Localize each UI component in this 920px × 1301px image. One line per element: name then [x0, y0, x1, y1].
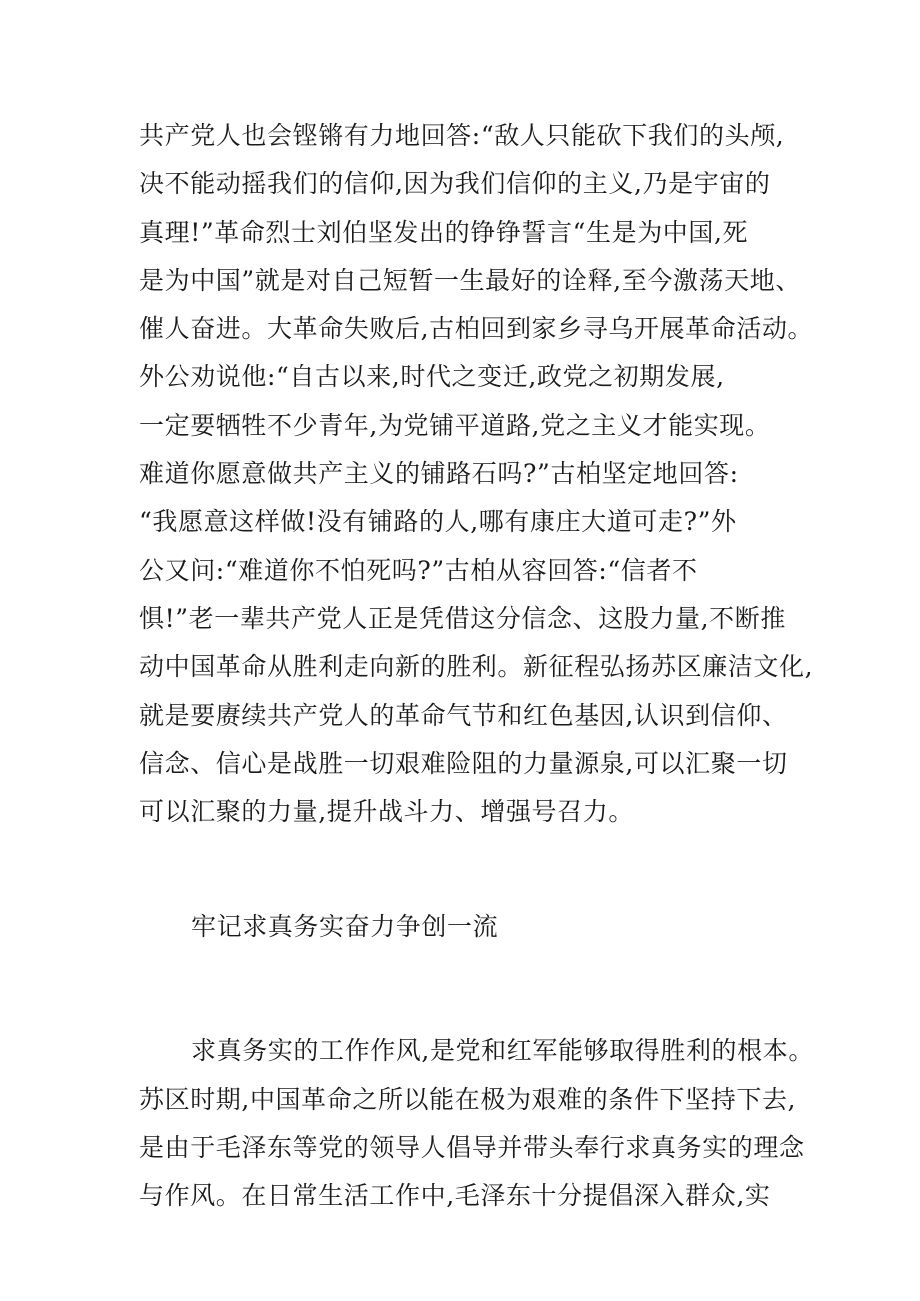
text-line: “我愿意这样做!没有铺路的人,哪有康庄大道可走?”外 — [139, 507, 737, 537]
text-line: 是由于毛泽东等党的领导人倡导并带头奉行求真务实的理念 — [139, 1133, 805, 1163]
section-heading: 牢记求真务实奋力争创一流 — [191, 912, 499, 942]
text-line: 真理!”革命烈士刘伯坚发出的铮铮誓言“生是为中国,死 — [139, 217, 749, 247]
document-body — [139, 112, 814, 1221]
text-line: 惧!”老一辈共产党人正是凭借这分信念、这股力量,不断推 — [139, 603, 786, 633]
text-line: 苏区时期,中国革命之所以能在极为艰难的条件下坚持下去, — [139, 1084, 797, 1114]
text-line: 信念、信心是战胜一切艰难险阻的力量源泉,可以汇聚一切 — [139, 748, 788, 778]
paragraph-1 — [139, 112, 814, 836]
text-line: 公又问:“难道你不怕死吗?”古柏从容回答:“信者不 — [139, 555, 698, 585]
text-line: 动中国革命从胜利走向新的胜利。新征程弘扬苏区廉洁文化, — [139, 652, 814, 682]
text-line: 与作风。在日常生活工作中,毛泽东十分提倡深入群众,实 — [139, 1181, 771, 1211]
text-line: 难道你愿意做共产主义的铺路石吗?”古柏坚定地回答: — [139, 459, 739, 489]
spacer — [139, 951, 809, 1027]
text-line: 催人奋进。大革命失败后,古柏回到家乡寻乌开展革命活动。 — [139, 314, 814, 344]
text-line: 可以汇聚的力量,提升战斗力、增强号召力。 — [139, 797, 634, 827]
text-line: 就是要赓续共产党人的革命气节和红色基因,认识到信仰、 — [139, 700, 788, 730]
text-line: 外公劝说他:“自古以来,时代之变迁,政党之初期发展, — [139, 362, 725, 392]
text-line: 是为中国”就是对自己短暂一生最好的诠释,至今激荡天地、 — [139, 265, 801, 295]
text-line: 一定要牺牲不少青年,为党铺平道路,党之主义才能实现。 — [139, 410, 771, 440]
spacer — [139, 836, 809, 903]
text-line: 求真务实的工作作风,是党和红军能够取得胜利的根本。 — [191, 1036, 814, 1066]
text-line: 共产党人也会铿锵有力地回答:“敌人只能砍下我们的头颅, — [139, 121, 785, 150]
paragraph-2 — [139, 1027, 814, 1220]
text-line: 决不能动摇我们的信仰,因为我们信仰的主义,乃是宇宙的 — [139, 169, 771, 199]
